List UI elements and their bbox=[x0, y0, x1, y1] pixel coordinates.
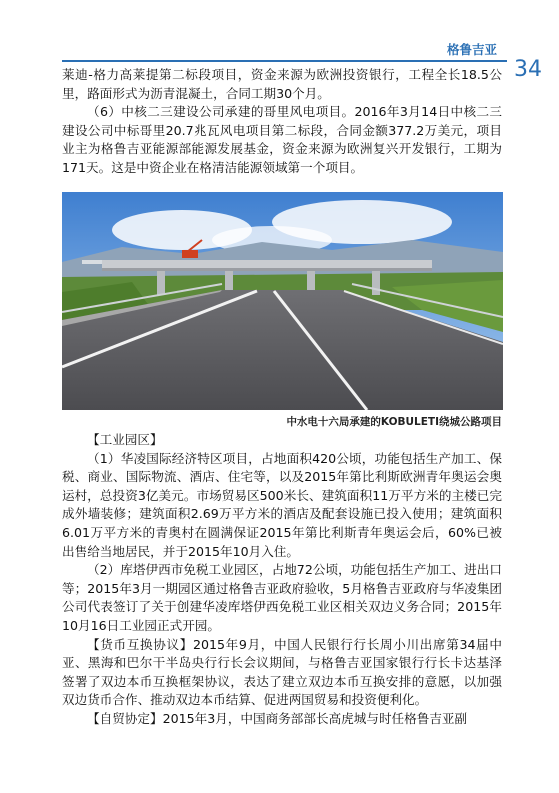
page-number: 34 bbox=[514, 57, 542, 82]
paragraph-continuation: 莱迪-格力高莱提第二标段项目，资金来源为欧洲投资银行，工程全长18.5公里，路面形式为沥青混凝土，合同工期30个月。 bbox=[62, 67, 502, 101]
highway-illustration bbox=[62, 192, 503, 410]
highway-photo bbox=[62, 192, 503, 410]
paragraph-kutaisi-zone: （2）库塔伊西市免税工业园区，占地72公顷，功能包括生产加工、进出口等；2015年3月一期园区通过格鲁吉亚政府验收，5月格鲁吉亚政府与华凌集团公司代表签订了关于创建华凌库塔伊西免税工业区相关双边义务合同；2015年10月16日工业园正式开园。 bbox=[62, 562, 502, 633]
paragraph-wind-project: （6）中核二三建设公司承建的哥里风电项目。2016年3月14日中核二三建设公司中标哥里20.7兆瓦风电项目第二标段，合同金额377.2万美元，项目业主为格鲁吉亚能源部能源发展基金，资金来源为欧洲复兴开发银行，工期为171天。这是中资企业在格清洁能源领域第一个项目。 bbox=[62, 104, 502, 175]
paragraph-currency-swap: 【货币互换协议】2015年9月，中国人民银行行长周小川出席第34届中亚、黑海和巴尔干半岛央行行长会议期间，与格鲁吉亚国家银行行长卡达基泽签署了双边本币互换框架协议，表达了建立双边本币互换安排的意愿，以加强双边货币合作、推动双边本币结算、促进两国贸易和投资便利化。 bbox=[62, 636, 502, 708]
header-rule bbox=[62, 60, 507, 62]
paragraph-hualing-zone: （1）华凌国际经济特区项目，占地面积420公顷，功能包括生产加工、保税、商业、国际物流、酒店、住宅等，以及2015年第比利斯欧洲青年奥运会奥运村，总投资3亿美元。市场贸易区500米长、建筑面积11万平方米的主楼已完成外墙装修；建筑面积2.69万平方米的酒店及配套设施已投入使用；建筑面积6.01万平方米的青奥村在圆满保证2015年第比利斯青年奥运会后，60%已被出售给当地居民，并于2015年10月入住。 bbox=[62, 450, 502, 559]
running-header-title: 格鲁吉亚 bbox=[446, 42, 497, 57]
bottom-text bbox=[62, 431, 502, 729]
photo-caption-text: 中水电十六局承建的KOBULETI绕城公路项目 bbox=[286, 416, 502, 428]
top-text bbox=[62, 66, 502, 178]
section-heading-industrial-parks: 【工业园区】 bbox=[87, 432, 163, 447]
paragraph-free-trade: 【自贸协定】2015年3月，中国商务部部长高虎城与时任格鲁吉亚副 bbox=[87, 710, 468, 726]
photo-caption bbox=[0, 414, 502, 429]
